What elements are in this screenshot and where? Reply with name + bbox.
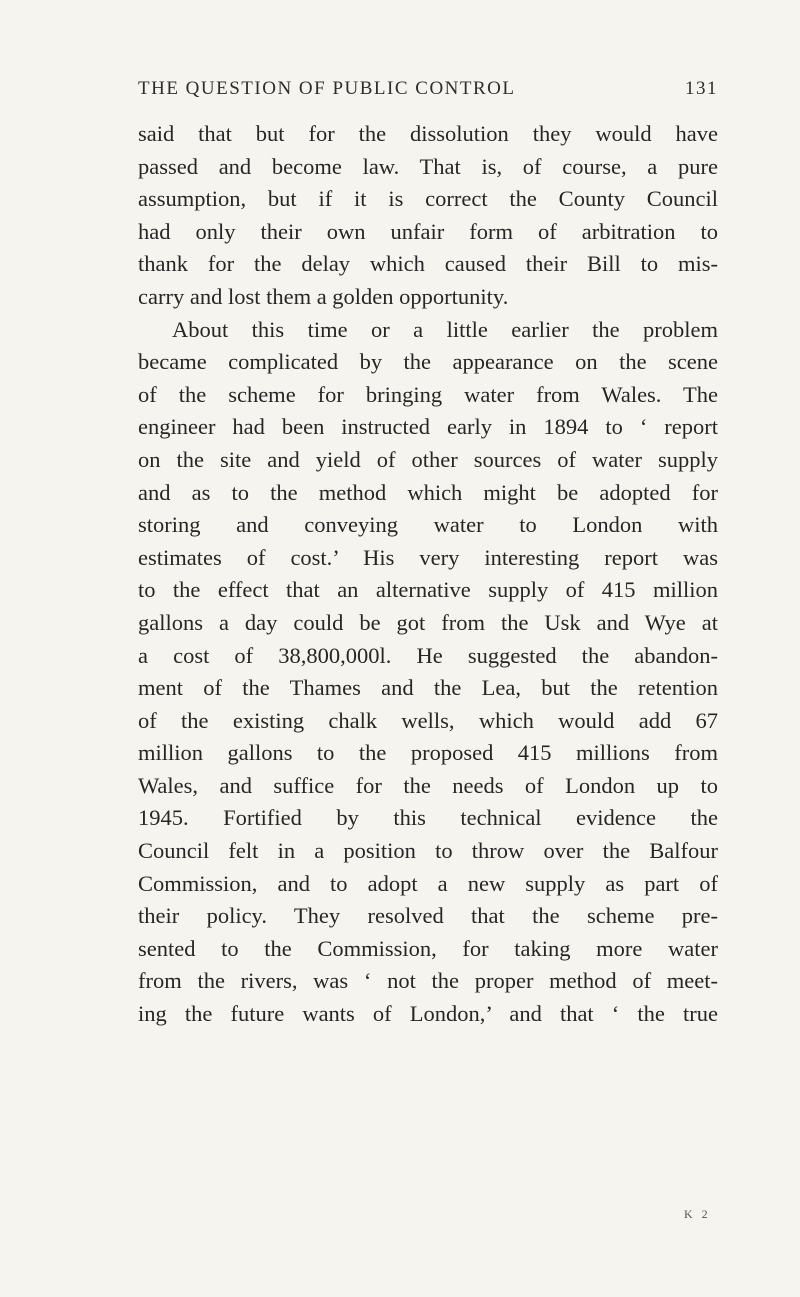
text-line: their policy. They resolved that the scheme pre-: [138, 903, 718, 929]
text-line: estimates of cost.’ His very interesting report was: [138, 544, 718, 570]
text-line: had only their own unfair form of arbitration to: [138, 218, 718, 244]
text-line: of the scheme for bringing water from Wales. The: [138, 381, 718, 407]
text-line: became complicated by the appearance on the scene: [138, 349, 718, 375]
text-line: Commission, and to adopt a new supply as part of: [138, 870, 718, 896]
page-number: 131: [685, 78, 718, 99]
text-line: of the existing chalk wells, which would add 67: [138, 707, 718, 733]
text-line: a cost of 38,800,000l. He suggested the abandon-: [138, 642, 718, 668]
text-line: ing the future wants of London,’ and that ‘ the true: [138, 1001, 718, 1027]
text-line: sented to the Commission, for taking more water: [138, 935, 718, 961]
text-line: to the effect that an alternative supply of 415 million: [138, 577, 718, 603]
text-line: carry and lost them a golden opportunity.: [138, 283, 509, 309]
paragraph-first-line: About this time or a little earlier the problem: [172, 316, 718, 342]
text-line: said that but for the dissolution they would have: [138, 121, 718, 146]
text-line: million gallons to the proposed 415 millions from: [138, 740, 718, 766]
text-line: passed and become law. That is, of course, a pure: [138, 153, 718, 179]
signature-mark: K 2: [684, 1207, 711, 1221]
text-line: and as to the method which might be adopted for: [138, 479, 718, 505]
text-line: gallons a day could be got from the Usk and Wye at: [138, 609, 718, 635]
text-line: engineer had been instructed early in 1894 to ‘ report: [138, 414, 718, 440]
text-line: Wales, and suffice for the needs of London up to: [138, 772, 718, 798]
text-line: 1945. Fortified by this technical evidence the: [138, 805, 718, 831]
text-line: storing and conveying water to London with: [138, 512, 718, 538]
text-line: assumption, but if it is correct the County Council: [138, 186, 718, 212]
text-line: from the rivers, was ‘ not the proper method of meet-: [138, 968, 718, 994]
text-line: Council felt in a position to throw over the Balfour: [138, 838, 718, 864]
text-line: ment of the Thames and the Lea, but the retention: [138, 675, 718, 701]
body-text: [138, 118, 718, 1031]
running-head-title: THE QUESTION OF PUBLIC CONTROL: [138, 78, 516, 99]
text-line: on the site and yield of other sources of water supply: [138, 446, 718, 472]
text-line: thank for the delay which caused their Bill to mis-: [138, 251, 718, 277]
